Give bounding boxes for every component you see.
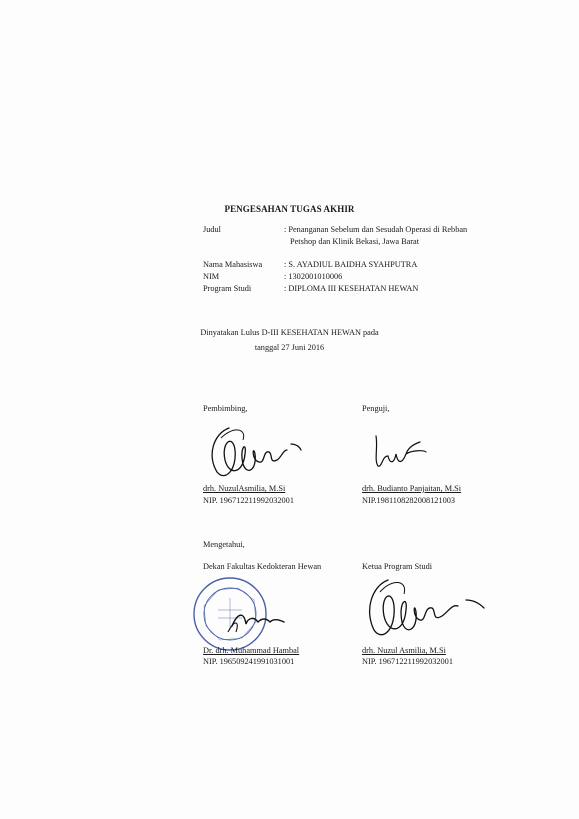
pembimbing-signature — [203, 420, 303, 482]
graduation-statement — [0, 325, 579, 355]
judul-value-line1: : Penanganan Sebelum dan Sesudah Operasi di Rebban — [284, 225, 468, 234]
penguji-name: drh. Budianto Panjaitan, M.Si — [362, 484, 462, 493]
dekan-name: Dr. drh. Muhammad Hambal — [203, 646, 300, 655]
statement-line1: Dinyatakan Lulus D-III KESEHATAN HEWAN pada — [200, 328, 379, 337]
prodi-row — [203, 283, 504, 295]
penguji-nip: NIP.198110828200812100З — [362, 496, 456, 505]
nim-row — [203, 271, 504, 283]
prodi-label: Program Studi — [203, 284, 252, 293]
judul-value-line2: Petshop dan Klinik Bekasi, Jawa Barat — [290, 237, 420, 246]
ketua-signature — [362, 572, 490, 644]
judul-row-cont — [203, 236, 510, 248]
ketua-role: Ketua Program Studi — [362, 562, 433, 571]
nim-value: : 1302001010006 — [284, 272, 343, 281]
dekan-role: Dekan Fakultas Kedokteran Hewan — [203, 562, 322, 571]
judul-label: Judul — [203, 225, 221, 234]
nim-label: NIM — [203, 272, 220, 281]
pembimbing-nip: NIP. 196712211992032001 — [203, 496, 294, 505]
penguji-role: Penguji, — [362, 404, 390, 413]
mengetahui-label: Mengetahui, — [203, 540, 245, 549]
dekan-nip: NIP. 196509241991031001 — [203, 657, 295, 666]
pembimbing-role: Pembimbing, — [203, 404, 248, 413]
nama-row — [203, 259, 504, 271]
judul-row — [203, 224, 504, 236]
pembimbing-name: drh. NuzulAsmilia, M.Si — [203, 484, 286, 493]
document-title: PENGESAHAN TUGAS AKHIR — [224, 204, 355, 214]
penguji-signature — [370, 430, 430, 472]
nama-label: Nama Mahasiswa — [203, 260, 263, 269]
nama-value: : S. AYADIUL BAIDHA SYAHPUTRA — [284, 260, 418, 269]
prodi-value: : DIPLOMA III KESEHATAN HEWAN — [284, 284, 419, 293]
statement-line2: tanggal 27 Juni 2016 — [254, 343, 325, 352]
ketua-name: drh. Nuzul Asmilia, M.Si — [362, 646, 446, 655]
ketua-nip: NIP. 196712211992032001 — [362, 657, 453, 666]
